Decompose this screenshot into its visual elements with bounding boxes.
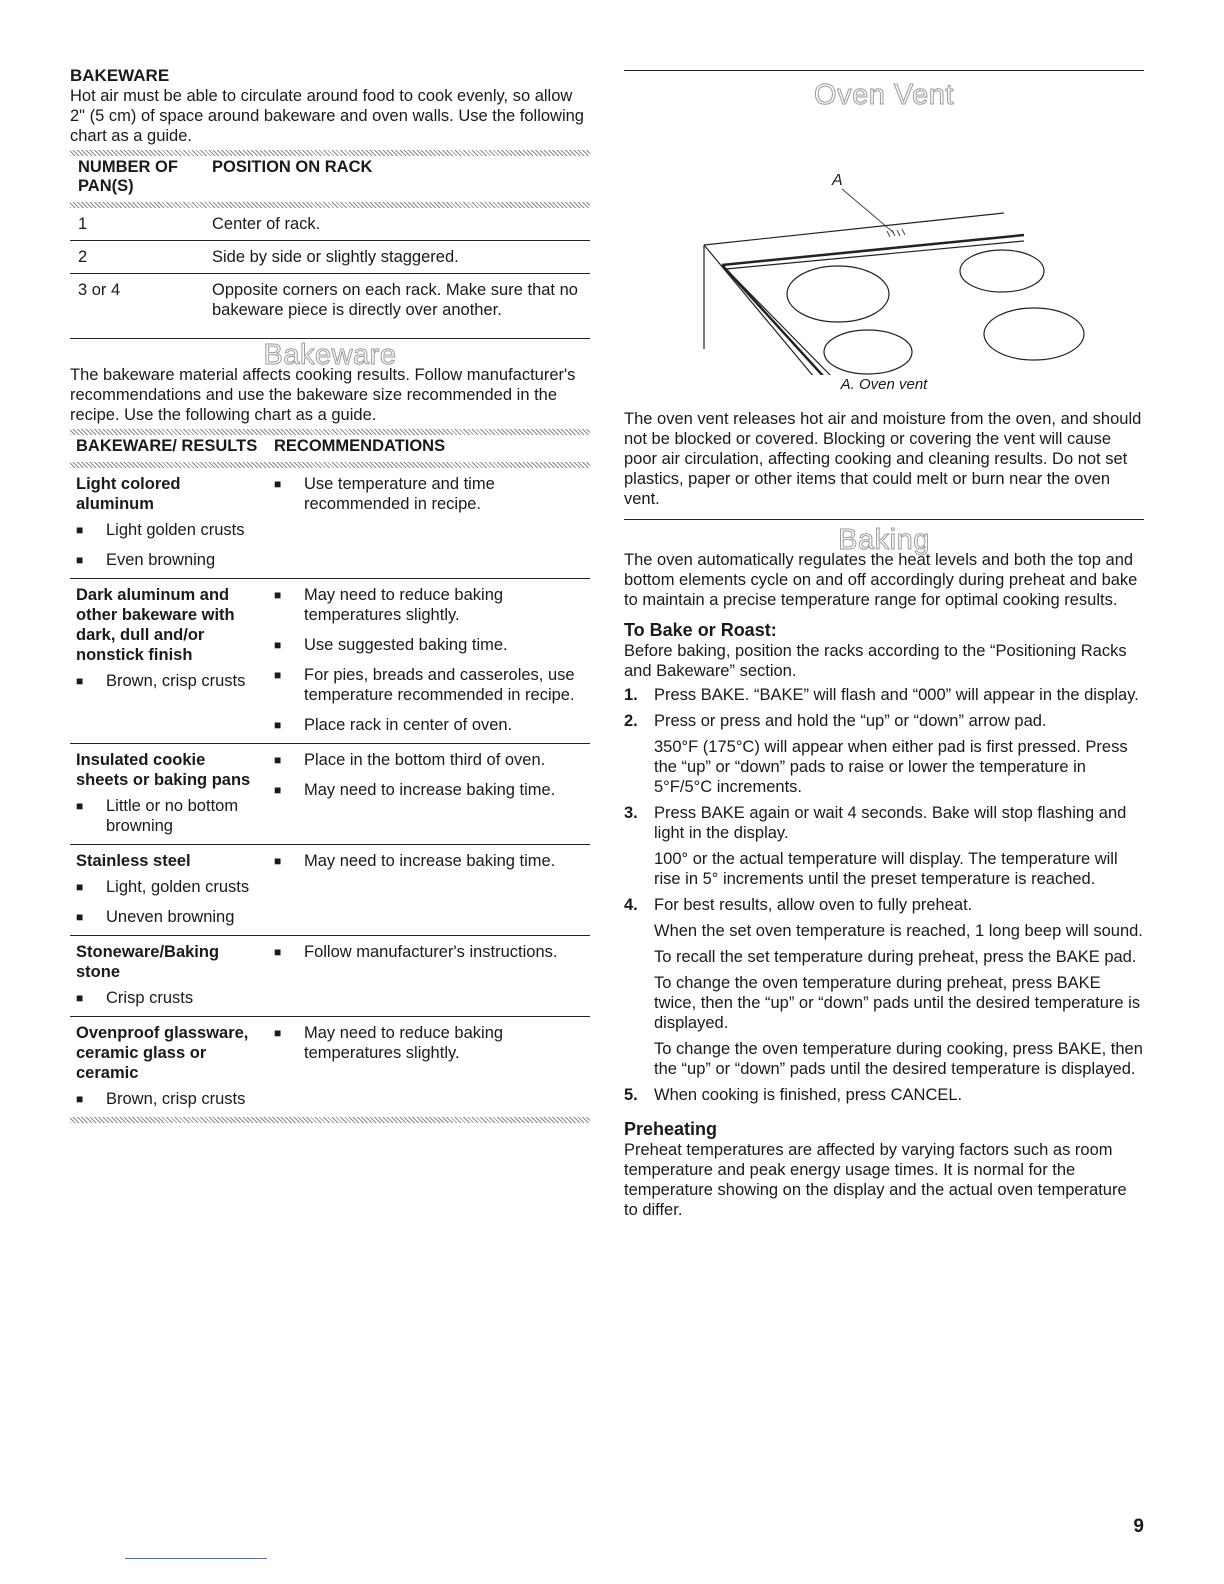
to-bake-heading: To Bake or Roast:	[624, 620, 777, 640]
bakeware-materials-intro: The bakeware material affects cooking results. Follow manufacturer's recommendations and use the bakeware size recommended in the recipe. Use the following chart as a guide.	[70, 366, 576, 424]
step-text: Press BAKE. “BAKE” will flash and “000” will appear in the display.	[654, 686, 1139, 704]
step-number: 3.	[624, 804, 638, 822]
step-text: When cooking is finished, press CANCEL.	[654, 1086, 963, 1104]
step-item	[624, 803, 1144, 889]
bakeware-intro: Hot air must be able to circulate around food to cook evenly, so allow 2" (5 cm) of space around bakeware and oven walls. Use the following chart as a guide.	[70, 87, 584, 145]
table-row	[70, 579, 590, 744]
to-bake-intro: Before baking, position the racks according to the “Positioning Racks and Bakeware” section.	[624, 642, 1127, 680]
result-item: ■ Light golden crusts	[76, 520, 262, 540]
recommendation-item: ■ May need to increase baking time.	[274, 851, 584, 871]
recommendation-item: ■ Follow manufacturer's instructions.	[274, 942, 584, 962]
material-name: Dark aluminum and other bakeware with dark, dull and/or nonstick finish	[76, 586, 235, 664]
material-name: Stainless steel	[76, 852, 191, 870]
result-item: ■ Uneven browning	[76, 907, 262, 927]
burner-front-center	[824, 330, 912, 374]
step-note: When the set oven temperature is reached, 1 long beep will sound.	[654, 922, 1143, 940]
result-item: ■ Even browning	[76, 550, 262, 570]
bakeware-title: Bakeware	[263, 339, 397, 371]
table-row	[70, 936, 590, 1017]
table-row	[70, 744, 590, 845]
baking-intro: The oven automatically regulates the heat levels and both the top and bottom elements cycle on and off accordingly during preheat and bake to maintain a precise temperature range for optimal cooking results.	[624, 551, 1138, 609]
table-row	[70, 208, 590, 241]
leader-line	[842, 189, 894, 233]
table-row	[70, 845, 590, 936]
step-text: For best results, allow oven to fully preheat.	[654, 896, 973, 914]
bakeware-heading: BAKEWARE	[70, 66, 170, 85]
section-divider	[624, 519, 1144, 520]
preheating-text: Preheat temperatures are affected by varying factors such as room temperature and peak energy usage times. It is normal for the temperature showing on the display and the actual oven temperature to differ.	[624, 1141, 1127, 1219]
step-number: 1.	[624, 686, 638, 704]
step-item	[624, 711, 1144, 797]
cooktop-illustration	[624, 105, 1144, 375]
material-name: Light colored aluminum	[76, 475, 181, 513]
table-row	[70, 241, 590, 274]
result-item: ■ Brown, crisp crusts	[76, 671, 262, 691]
pans-cell: 3 or 4	[78, 281, 121, 299]
result-item: ■ Little or no bottom browning	[76, 796, 262, 836]
burner-front-left	[787, 266, 889, 322]
vent-slots	[887, 229, 905, 237]
table-row	[70, 1017, 590, 1118]
step-note: To change the oven temperature during preheat, press BAKE twice, then the “up” or “down” pads until the desired temperature is displayed.	[654, 974, 1141, 1032]
table-row	[70, 274, 590, 333]
recommendation-item: ■ May need to increase baking time.	[274, 780, 584, 800]
footer-rule	[125, 1558, 267, 1559]
recommendation-item: ■ Use temperature and time recommended in recipe.	[274, 474, 584, 514]
position-cell: Center of rack.	[204, 208, 590, 241]
position-cell: Opposite corners on each rack. Make sure that no bakeware piece is directly over another.	[212, 281, 578, 319]
pan-position-table	[70, 156, 590, 332]
material-name: Insulated cookie sheets or baking pans	[76, 751, 251, 789]
page-number: 9	[1133, 1516, 1144, 1537]
recommendation-item: ■ Place in the bottom third of oven.	[274, 750, 584, 770]
step-note: 350°F (175°C) will appear when either pad is first pressed. Press the “up” or “down” pads to raise or lower the temperature in 5°F/5°C increments.	[654, 738, 1128, 796]
baking-title: Baking	[838, 524, 930, 556]
step-text: Press BAKE again or wait 4 seconds. Bake will stop flashing and light in the display.	[654, 804, 1127, 842]
oven-vent-diagram	[624, 105, 1144, 375]
recommendation-item: ■ Place rack in center of oven.	[274, 715, 584, 735]
result-item: ■ Brown, crisp crusts	[76, 1089, 262, 1109]
vent-label: A	[832, 172, 843, 189]
section-divider	[624, 70, 1144, 71]
material-name: Stoneware/Baking stone	[76, 943, 220, 981]
step-note: To recall the set temperature during preheat, press the BAKE pad.	[654, 948, 1137, 966]
oven-vent-title: Oven Vent	[814, 79, 954, 111]
oven-vent-caption: A. Oven vent	[840, 376, 928, 393]
recommendation-item: ■ For pies, breads and casseroles, use temperature recommended in recipe.	[274, 665, 584, 705]
recommendation-item: ■ Use suggested baking time.	[274, 635, 584, 655]
step-number: 5.	[624, 1086, 638, 1104]
position-cell: Side by side or slightly staggered.	[204, 241, 590, 274]
preheating-heading: Preheating	[624, 1119, 718, 1139]
burner-front-right	[984, 308, 1084, 360]
table-bottom-rule	[70, 1117, 590, 1123]
recommendation-item: ■ May need to reduce baking temperatures slightly.	[274, 585, 584, 625]
result-item: ■ Crisp crusts	[76, 988, 262, 1008]
table-row	[70, 468, 590, 579]
material-name: Ovenproof glassware, ceramic glass or ceramic	[76, 1024, 249, 1082]
header-bakeware-results: BAKEWARE/ RESULTS	[76, 437, 258, 455]
pans-cell: 2	[70, 241, 204, 274]
right-column	[624, 70, 1144, 1220]
result-item: ■ Light, golden crusts	[76, 877, 262, 897]
oven-vent-text: The oven vent releases hot air and moisture from the oven, and should not be blocked or covered. Blocking or covering the vent will cause poor air circulation, affecting cooking and cleaning results. Do not set plastics, paper or other items that could melt or burn near the oven vent.	[624, 410, 1142, 508]
step-item	[624, 1085, 1144, 1105]
step-text: Press or press and hold the “up” or “down” arrow pad.	[654, 712, 1047, 730]
step-note: To change the oven temperature during cooking, press BAKE, then the “up” or “down” pads until the desired temperature is displayed.	[654, 1040, 1143, 1078]
step-number: 4.	[624, 896, 638, 914]
baking-steps	[624, 685, 1144, 1105]
pans-cell: 1	[70, 208, 204, 241]
recommendation-item: ■ May need to reduce baking temperatures slightly.	[274, 1023, 584, 1063]
header-number-of-pans: NUMBER OF PAN(S)	[78, 158, 178, 195]
step-item	[624, 685, 1144, 705]
header-recommendations: RECOMMENDATIONS	[274, 437, 446, 455]
step-item	[624, 895, 1144, 1079]
step-number: 2.	[624, 712, 638, 730]
bakeware-materials-table	[70, 435, 590, 1117]
left-column	[70, 66, 590, 1123]
header-position-on-rack: POSITION ON RACK	[212, 158, 373, 176]
burner-back-right	[960, 250, 1044, 292]
step-note: 100° or the actual temperature will display. The temperature will rise in 5° increments until the preset temperature is reached.	[654, 850, 1118, 888]
